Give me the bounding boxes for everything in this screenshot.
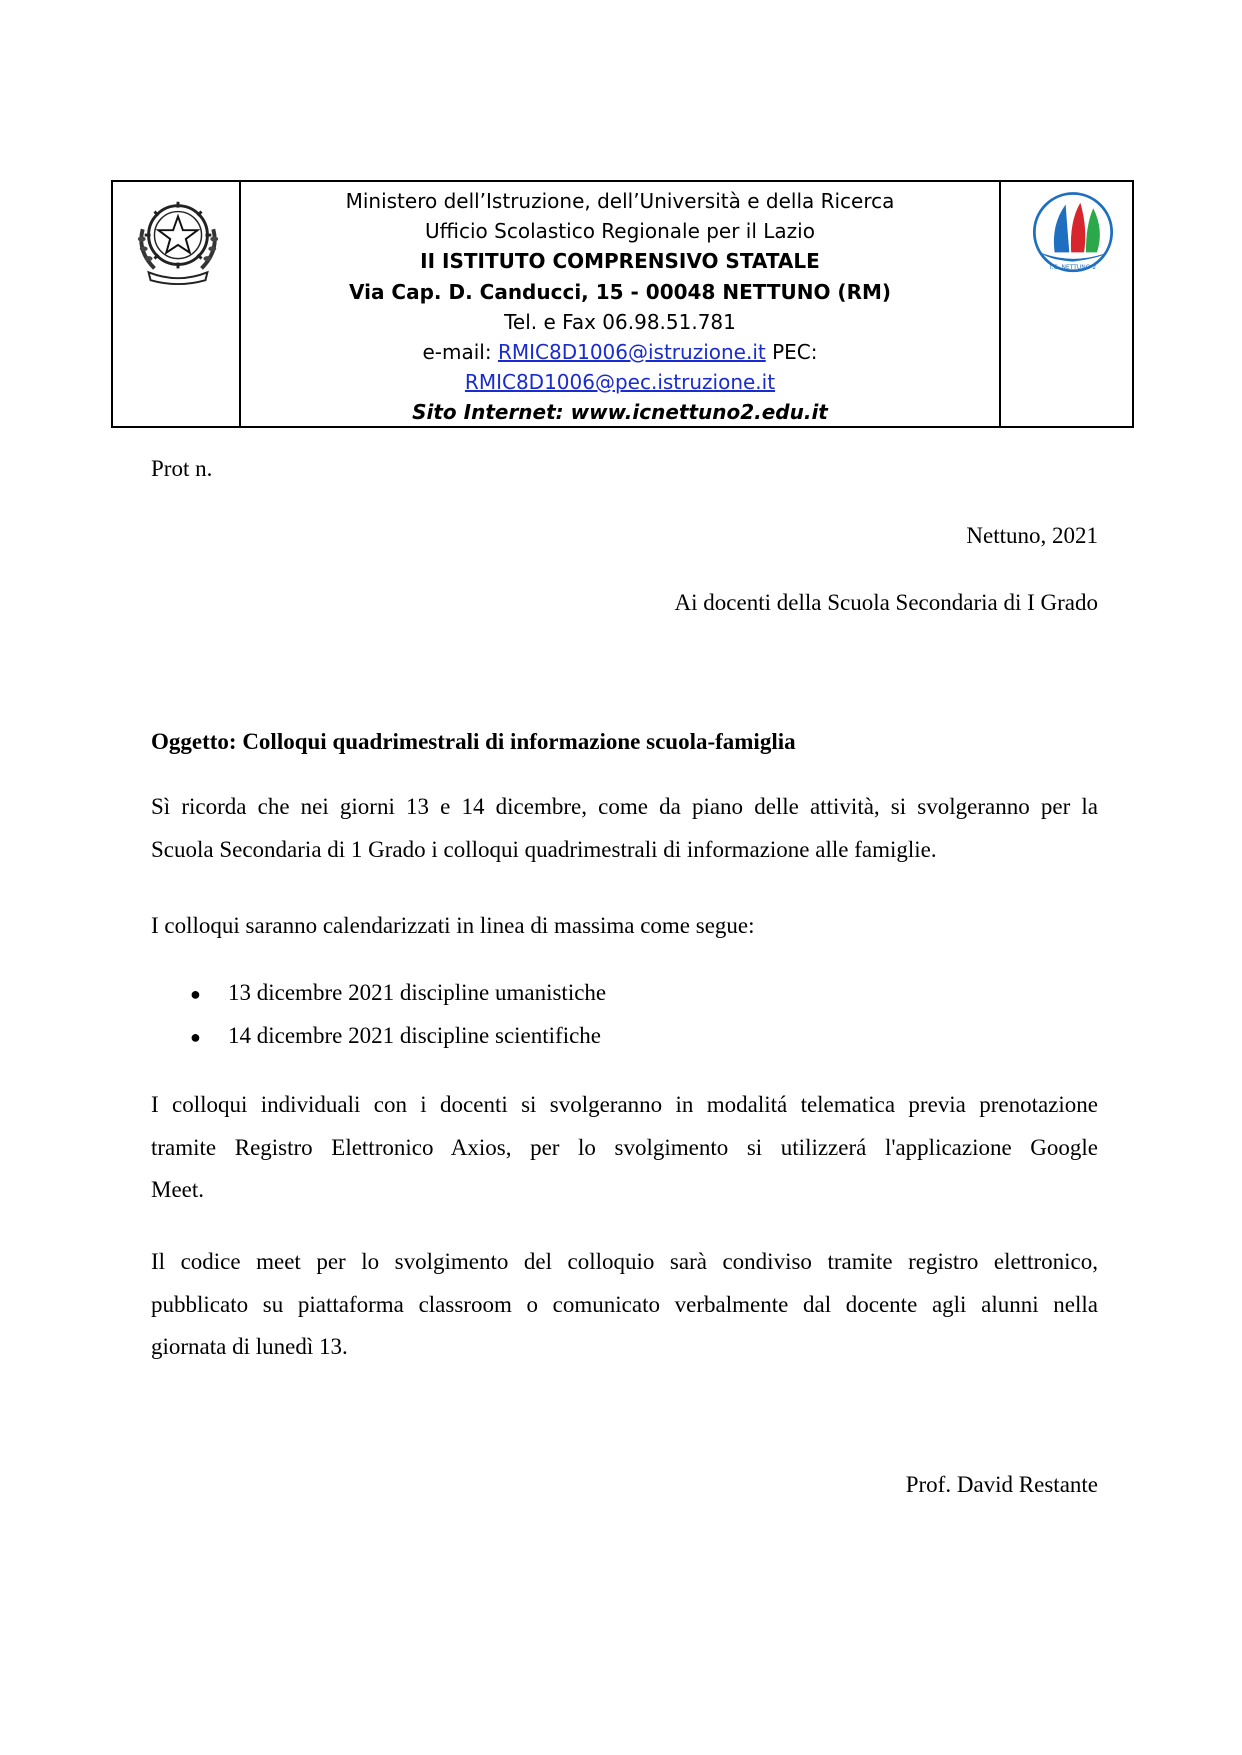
pec-link[interactable]: RMIC8D1006@pec.istruzione.it bbox=[464, 370, 776, 395]
school-address: Via Cap. D. Canducci, 15 - 00048 NETTUNO (RM) bbox=[348, 279, 892, 304]
letterhead-text-cell bbox=[241, 182, 1001, 426]
paragraph-1-line-2: Scuola Secondaria di 1 Grado i colloqui quadrimestrali di informazione alle famiglie. bbox=[151, 836, 937, 862]
school-sailboat-logo-icon bbox=[1027, 188, 1119, 280]
paragraph-3 bbox=[151, 1084, 1098, 1212]
list-item-text: 13 dicembre 2021 discipline umanistiche bbox=[228, 980, 607, 1005]
subject-line: Oggetto: Colloqui quadrimestrali di informazione scuola-famiglia bbox=[151, 729, 796, 754]
paragraph-4 bbox=[151, 1241, 1098, 1369]
letterhead-table bbox=[111, 180, 1134, 428]
list-item bbox=[190, 1023, 601, 1049]
pec-line bbox=[241, 367, 999, 397]
place-date: Nettuno, 2021 bbox=[966, 523, 1098, 548]
paragraph-4-line-3: giornata di lunedì 13. bbox=[151, 1334, 348, 1359]
school-name: II ISTITUTO COMPRENSIVO STATALE bbox=[420, 249, 820, 274]
paragraph-1-line-1: Sì ricorda che nei giorni 13 e 14 dicembre, come da piano delle attività, si svolgeranno per la bbox=[151, 794, 1098, 819]
pec-label: PEC: bbox=[765, 340, 818, 365]
email-label: e-mail: bbox=[422, 340, 498, 365]
ministry-name: Ministero dell’Istruzione, dell’Università e della Ricerca bbox=[345, 189, 895, 213]
school-phone: Tel. e Fax 06.98.51.781 bbox=[504, 309, 736, 334]
paragraph-3-line-1: I colloqui individuali con i docenti si svolgeranno in modalitá telematica previa prenotazione bbox=[151, 1092, 1098, 1117]
email-link[interactable]: RMIC8D1006@istruzione.it bbox=[497, 340, 766, 365]
paragraph-2: I colloqui saranno calendarizzati in linea di massima come segue: bbox=[151, 913, 755, 938]
protocol-number: Prot n. bbox=[151, 456, 213, 481]
paragraph-3-line-3: Meet. bbox=[151, 1177, 205, 1202]
recipient: Ai docenti della Scuola Secondaria di I Grado bbox=[674, 590, 1098, 615]
paragraph-1 bbox=[151, 786, 1098, 871]
signature: Prof. David Restante bbox=[905, 1472, 1098, 1497]
list-item bbox=[190, 980, 606, 1006]
website-line: Sito Internet: www.icnettuno2.edu.it bbox=[412, 400, 828, 425]
email-line bbox=[241, 337, 999, 367]
regional-office: Ufficio Scolastico Regionale per il Lazio bbox=[425, 219, 815, 244]
bullet-icon: ● bbox=[190, 1027, 201, 1047]
paragraph-3-line-2: tramite Registro Elettronico Axios, per lo svolgimento si utilizzerá l'applicazione Google bbox=[151, 1134, 1098, 1160]
paragraph-4-line-2: pubblicato su piattaforma classroom o comunicato verbalmente dal docente agli alunni nella bbox=[151, 1291, 1098, 1317]
letterhead-emblem-cell bbox=[113, 182, 241, 426]
logo-caption: I.C. NETTUNO 2 bbox=[1049, 263, 1097, 271]
italian-republic-emblem-icon bbox=[129, 190, 227, 288]
list-item-text: 14 dicembre 2021 discipline scientifiche bbox=[228, 1023, 601, 1048]
letterhead-logo-cell bbox=[1001, 182, 1132, 426]
paragraph-4-line-1: Il codice meet per lo svolgimento del colloquio sarà condiviso tramite registro elettronico, bbox=[151, 1249, 1098, 1274]
bullet-icon: ● bbox=[190, 984, 201, 1004]
